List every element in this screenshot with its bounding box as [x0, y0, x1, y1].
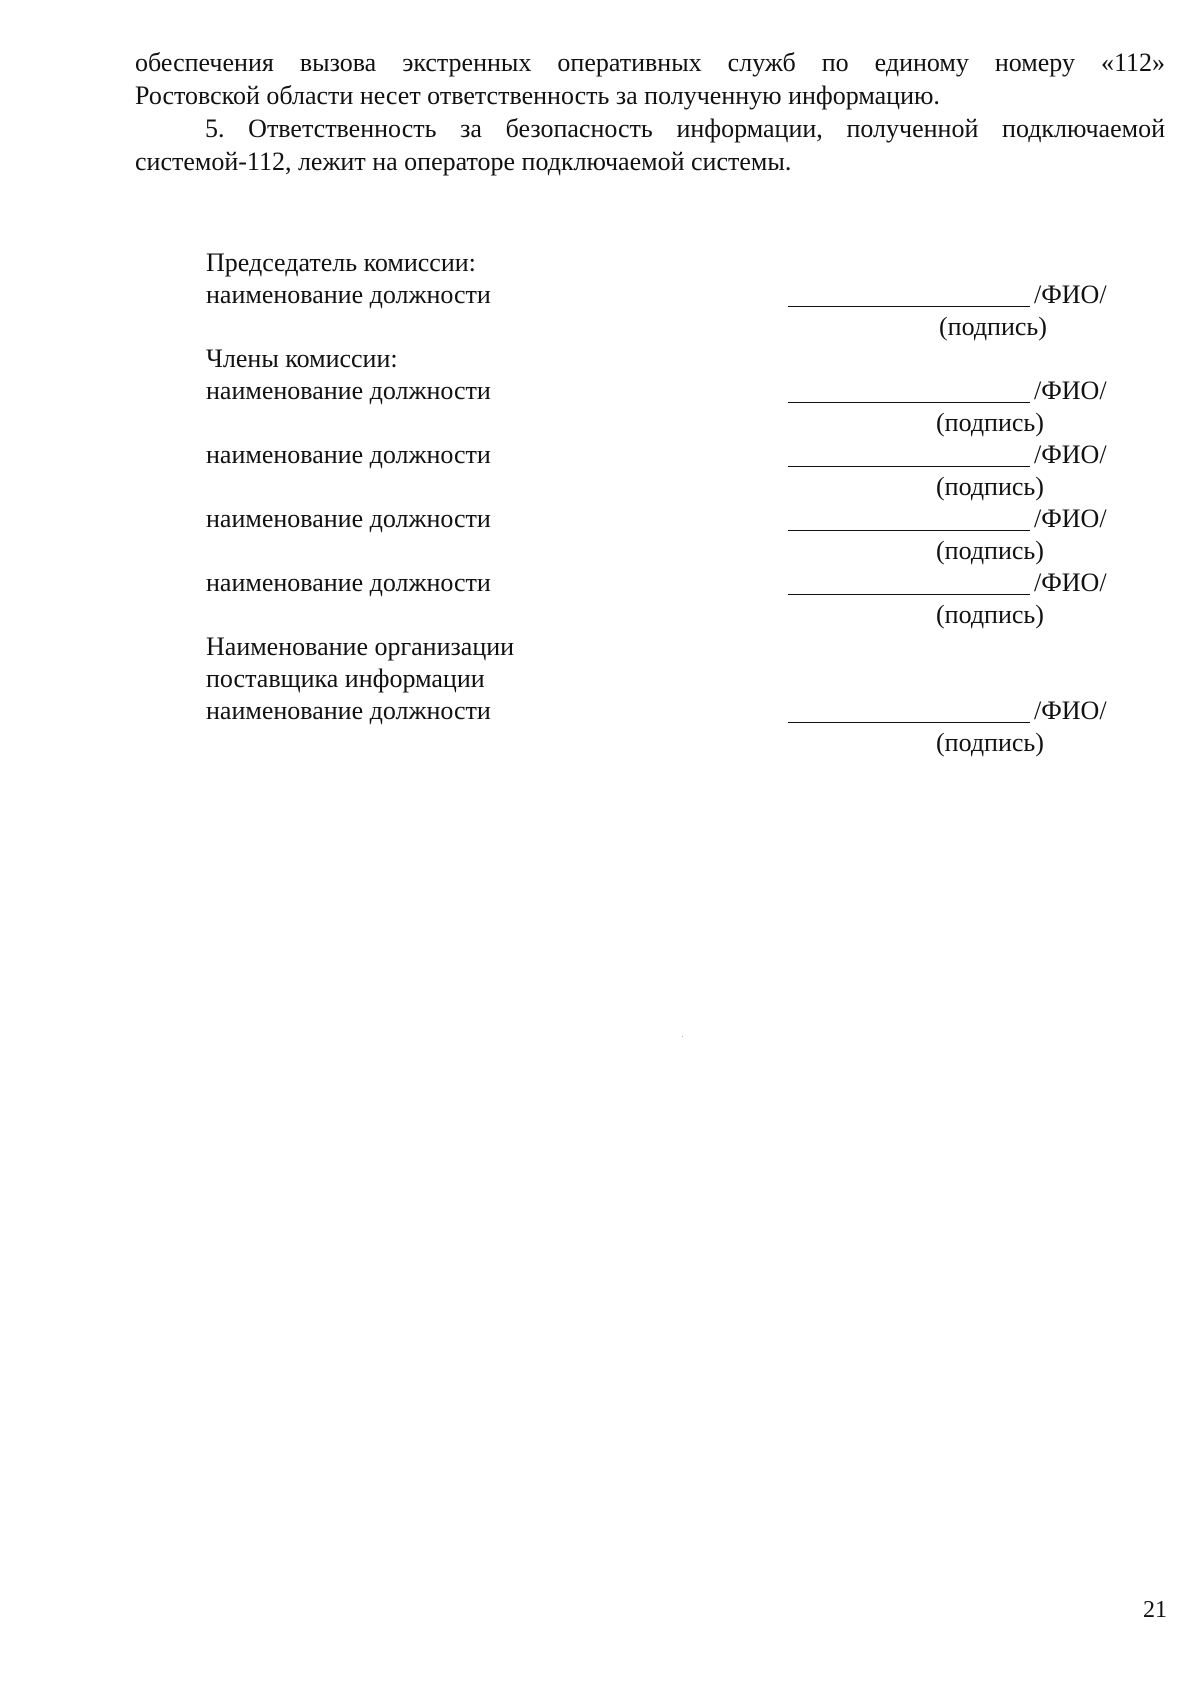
- signature-caption-row: [206, 471, 1126, 503]
- fio-label: /ФИО/: [1034, 568, 1107, 597]
- signature-caption: (подпись): [936, 408, 1044, 437]
- signature-row-member: [206, 375, 1126, 407]
- fio-label: /ФИО/: [1034, 440, 1107, 469]
- signature-caption: (подпись): [936, 536, 1044, 565]
- position-label: наименование должности: [206, 440, 491, 469]
- signature-line: [788, 722, 1030, 723]
- text-line: системой-112, лежит на операторе подключаемой системы.: [135, 147, 792, 176]
- signature-row-member: [206, 567, 1126, 599]
- supplier-heading: Наименование организации: [206, 632, 515, 661]
- signature-caption: (подпись): [939, 312, 1047, 341]
- text-line: 5. Ответственность за безопасность информации, полученной подключаемой: [205, 114, 1165, 143]
- signature-caption-row: [206, 407, 1126, 439]
- scan-speck: [682, 1036, 683, 1037]
- fio-label: /ФИО/: [1034, 504, 1107, 533]
- supplier-heading: поставщика информации: [206, 664, 485, 693]
- fio-label: /ФИО/: [1034, 696, 1107, 725]
- members-heading: Члены комиссии:: [206, 344, 398, 373]
- position-label: наименование должности: [206, 568, 491, 597]
- signature-caption-row: [206, 727, 1126, 759]
- page-number: 21: [1143, 1597, 1167, 1623]
- chairman-heading: Председатель комиссии:: [206, 248, 476, 277]
- signature-caption: (подпись): [936, 728, 1044, 757]
- position-label: наименование должности: [206, 696, 491, 725]
- text-line: Ростовской области несет ответственность за полученную информацию.: [135, 81, 940, 110]
- fio-label: /ФИО/: [1034, 376, 1107, 405]
- signature-line: [788, 466, 1030, 467]
- signature-caption-row: [206, 599, 1126, 631]
- paragraph-responsibility-112: [135, 46, 1165, 112]
- position-label: наименование должности: [206, 280, 491, 309]
- signature-row-supplier: [206, 695, 1126, 727]
- position-label: наименование должности: [206, 504, 491, 533]
- position-label: наименование должности: [206, 376, 491, 405]
- signature-line: [788, 306, 1030, 307]
- paragraph-item-5: [135, 112, 1165, 178]
- signature-caption: (подпись): [936, 600, 1044, 629]
- signature-caption-row: [206, 311, 1126, 343]
- signature-line: [788, 530, 1030, 531]
- text-line: обеспечения вызова экстренных оперативных служб по единому номеру «112»: [135, 48, 1165, 77]
- signature-caption: (подпись): [936, 472, 1044, 501]
- signature-row-member: [206, 439, 1126, 471]
- body-text: [135, 46, 1165, 178]
- fio-label: /ФИО/: [1034, 280, 1107, 309]
- signature-line: [788, 402, 1030, 403]
- signature-row-chairman: [206, 279, 1126, 311]
- signature-row-member: [206, 503, 1126, 535]
- signature-caption-row: [206, 535, 1126, 567]
- signature-line: [788, 594, 1030, 595]
- signature-block: [206, 247, 1126, 759]
